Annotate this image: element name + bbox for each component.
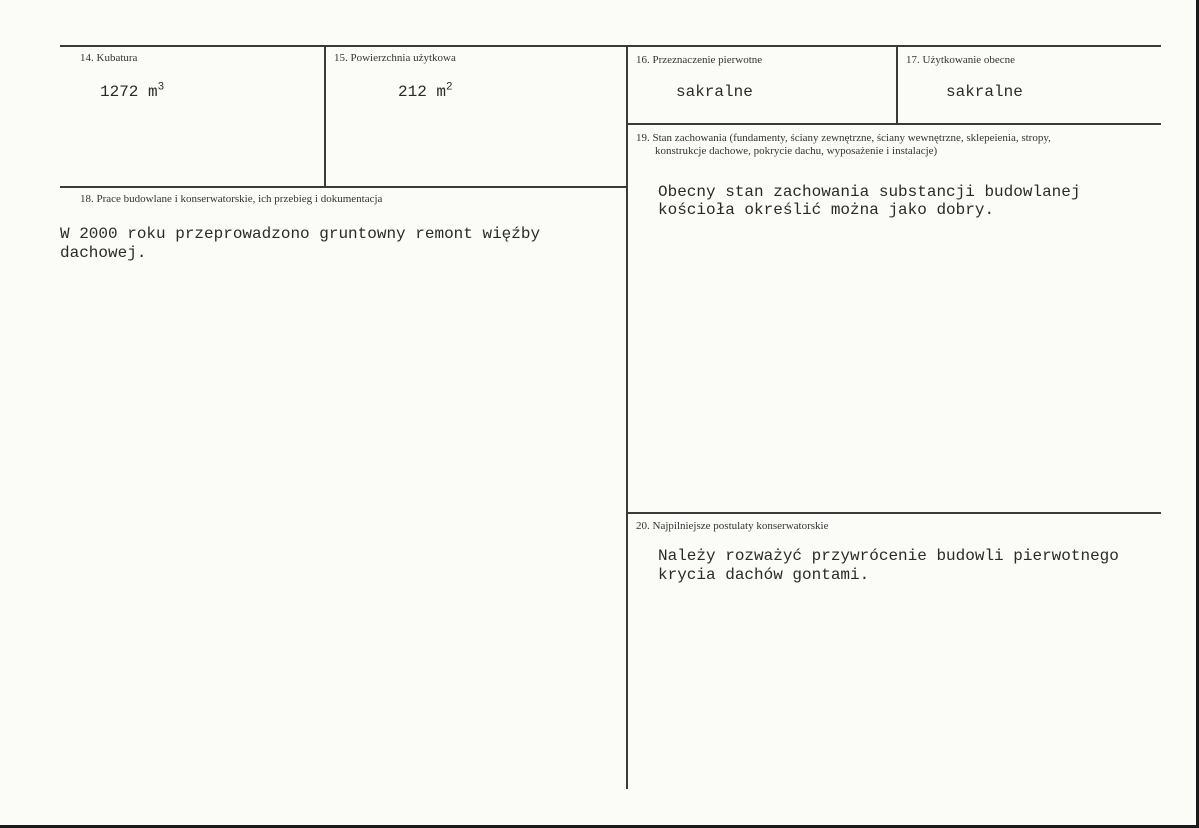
field-15-unit-exponent: 2 [446,81,453,94]
field-14-label: 14. Kubatura [80,52,138,64]
field-18-line-1: W 2000 roku przeprowadzono gruntowny remont więźby [60,225,541,243]
field-16-value: sakralne [676,83,753,101]
field-16-label: 16. Przeznaczenie pierwotne [636,54,763,66]
field-19-line-1: Obecny stan zachowania substancji budowlanej [658,183,1081,201]
field-19-label-line-2: konstrukcje dachowe, pokrycie dachu, wyposażenie i instalacje) [655,145,938,157]
field-15-value: 212 $m^2$ [398,81,453,101]
divider-14-15 [324,45,326,186]
rule-above-20 [626,512,1161,514]
field-20-line-2: krycia dachów gontami. [658,566,870,584]
field-17-value: sakralne [946,83,1023,101]
field-18-label: 18. Prace budowlane i konserwatorskie, ich przebieg i dokumentacja [80,193,383,205]
field-19-line-2: kościoła określić można jako dobry. [658,201,995,219]
field-17-label: 17. Użytkowanie obecne [906,54,1016,66]
field-20-line-1: Należy rozważyć przywrócenie budowli pierwotnego [658,547,1119,565]
rule-below-14-15 [60,186,626,188]
field-20-label: 20. Najpilniejsze postulaty konserwatorskie [636,520,829,532]
divider-main [626,45,628,789]
rule-below-16-17 [626,123,1161,125]
field-14-value: 1272 $m^3$ [100,81,165,101]
field-19-label-line-1: 19. Stan zachowania (fundamenty, ściany zewnętrzne, ściany wewnętrzne, sklepeienia, stropy, [636,132,1051,144]
field-14-unit-exponent: 3 [157,81,165,94]
field-18-line-2: dachowej. [60,244,147,262]
top-rule-right [626,45,1161,47]
top-rule-left [60,45,626,47]
divider-16-17 [896,45,898,123]
field-15-label: 15. Powierzchnia użytkowa [334,52,456,64]
